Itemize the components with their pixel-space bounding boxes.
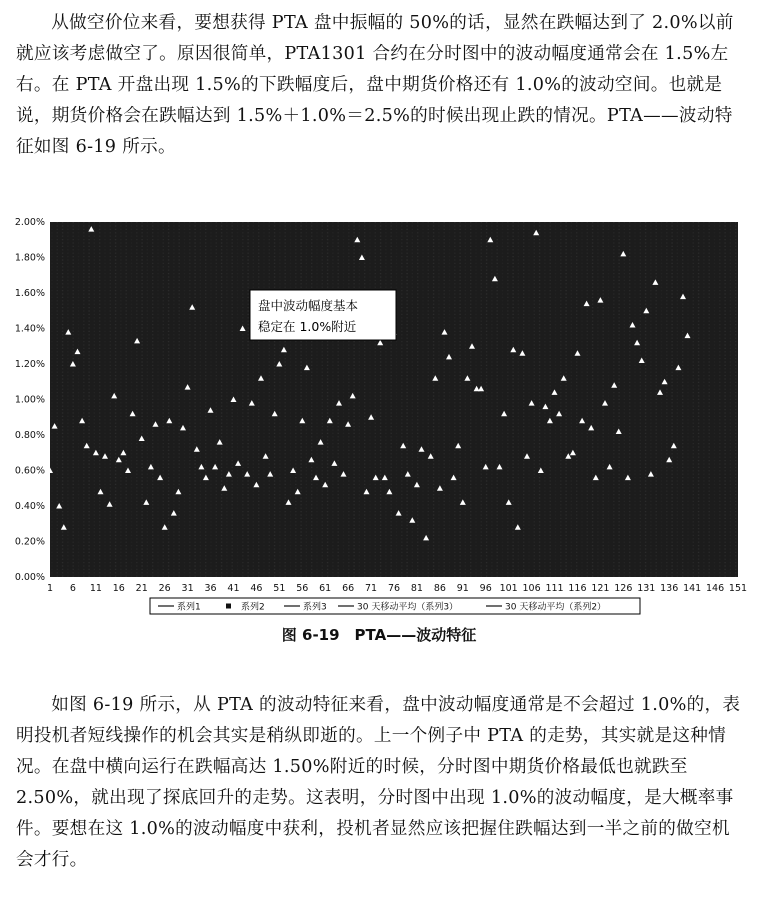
x-tick-label: 141 bbox=[683, 583, 702, 594]
x-tick-label: 41 bbox=[227, 583, 240, 594]
legend-square-icon bbox=[226, 604, 231, 609]
x-tick-label: 31 bbox=[181, 583, 194, 594]
paragraph-1-text: 从做空价位来看，要想获得 PTA 盘中振幅的 50%的话，显然在跌幅达到了 2.0%以前就应该考虑做空了。原因很简单，PTA1301 合约在分时图中的波动幅度通常会在 1.5%左右。在 PTA 开盘出现 1.5%的下跌幅度后，盘中期货价格还有 1.0%的波动空间。也就是说，期货价格会在跌幅达到 1.5%＋1.0%＝2.5%的时候出现止跌的情况。PTA——波动特征如图 6-19 所示。 bbox=[16, 13, 734, 157]
x-tick-label: 51 bbox=[273, 583, 286, 594]
x-tick-label: 126 bbox=[614, 583, 633, 594]
x-tick-label: 46 bbox=[250, 583, 263, 594]
y-tick-label: 1.80% bbox=[14, 252, 45, 264]
x-tick-label: 76 bbox=[387, 583, 401, 594]
y-tick-label: 1.60% bbox=[14, 288, 45, 299]
x-tick-label: 151 bbox=[728, 583, 748, 594]
legend-label: 系列3 bbox=[303, 602, 327, 613]
paragraph-1 bbox=[16, 8, 744, 163]
figure-caption: 图 6-19 PTA——波动特征 bbox=[281, 626, 477, 644]
y-tick-label: 2.00% bbox=[14, 217, 45, 228]
x-tick-label: 1 bbox=[46, 583, 54, 594]
y-tick-label: 0.40% bbox=[14, 501, 45, 512]
pta-volatility-chart bbox=[0, 208, 758, 618]
x-tick-label: 136 bbox=[660, 583, 679, 594]
legend-label: 30 天移动平均（系列3） bbox=[357, 602, 459, 613]
y-tick-label: 0.60% bbox=[14, 465, 45, 477]
y-axis bbox=[15, 217, 45, 583]
x-tick-label: 116 bbox=[568, 583, 587, 594]
legend-label: 30 天移动平均（系列2） bbox=[505, 602, 607, 613]
legend bbox=[150, 598, 640, 614]
x-tick-label: 16 bbox=[112, 583, 125, 594]
x-tick-label: 6 bbox=[69, 583, 76, 594]
paragraph-2 bbox=[16, 690, 744, 876]
y-tick-label: 0.20% bbox=[14, 536, 45, 548]
x-tick-label: 111 bbox=[545, 583, 564, 594]
legend-label: 系列2 bbox=[241, 602, 265, 613]
x-tick-label: 21 bbox=[135, 583, 148, 594]
x-tick-label: 71 bbox=[365, 583, 378, 594]
y-tick-label: 0.80% bbox=[14, 430, 45, 441]
x-tick-label: 81 bbox=[410, 583, 423, 594]
y-tick-label: 1.20% bbox=[14, 359, 45, 370]
annotation-box bbox=[250, 290, 396, 340]
x-axis bbox=[47, 583, 747, 594]
x-tick-label: 131 bbox=[637, 583, 656, 594]
y-tick-label: 1.40% bbox=[14, 323, 45, 335]
x-tick-label: 11 bbox=[89, 583, 102, 594]
x-tick-label: 66 bbox=[342, 583, 355, 594]
x-tick-label: 61 bbox=[319, 583, 332, 594]
x-tick-label: 86 bbox=[433, 583, 446, 594]
legend-label: 系列1 bbox=[177, 602, 201, 613]
x-tick-label: 26 bbox=[158, 583, 171, 594]
x-tick-label: 106 bbox=[522, 583, 541, 594]
x-tick-label: 36 bbox=[204, 583, 217, 594]
y-tick-label: 0.00% bbox=[14, 572, 45, 583]
x-tick-label: 146 bbox=[705, 583, 725, 594]
paragraph-2-text: 如图 6-19 所示，从 PTA 的波动特征来看，盘中波动幅度通常是不会超过 1.0%的，表明投机者短线操作的机会其实是稍纵即逝的。上一个例子中 PTA 的走势，其实就是这种情况。在盘中横向运行在跌幅高达 1.50%附近的时候，分时图中期货价格最低也就跌至 2.50%，就出现了探底回升的走势。这表明，分时图中出现 1.0%的波动幅度，是大概率事件。要想在这 1.0%的波动幅度中获利，投机者显然应该把握住跌幅达到一半之前的做空机会才行。 bbox=[16, 695, 741, 870]
x-tick-label: 101 bbox=[499, 583, 518, 594]
annotation-line-2: 稳定在 1.0%附近 bbox=[258, 319, 357, 334]
x-tick-label: 56 bbox=[296, 583, 309, 594]
y-tick-label: 1.00% bbox=[14, 394, 45, 406]
x-tick-label: 121 bbox=[591, 583, 610, 594]
annotation-line-1: 盘中波动幅度基本 bbox=[258, 298, 359, 313]
x-tick-label: 91 bbox=[456, 583, 469, 594]
x-tick-label: 96 bbox=[479, 583, 492, 594]
